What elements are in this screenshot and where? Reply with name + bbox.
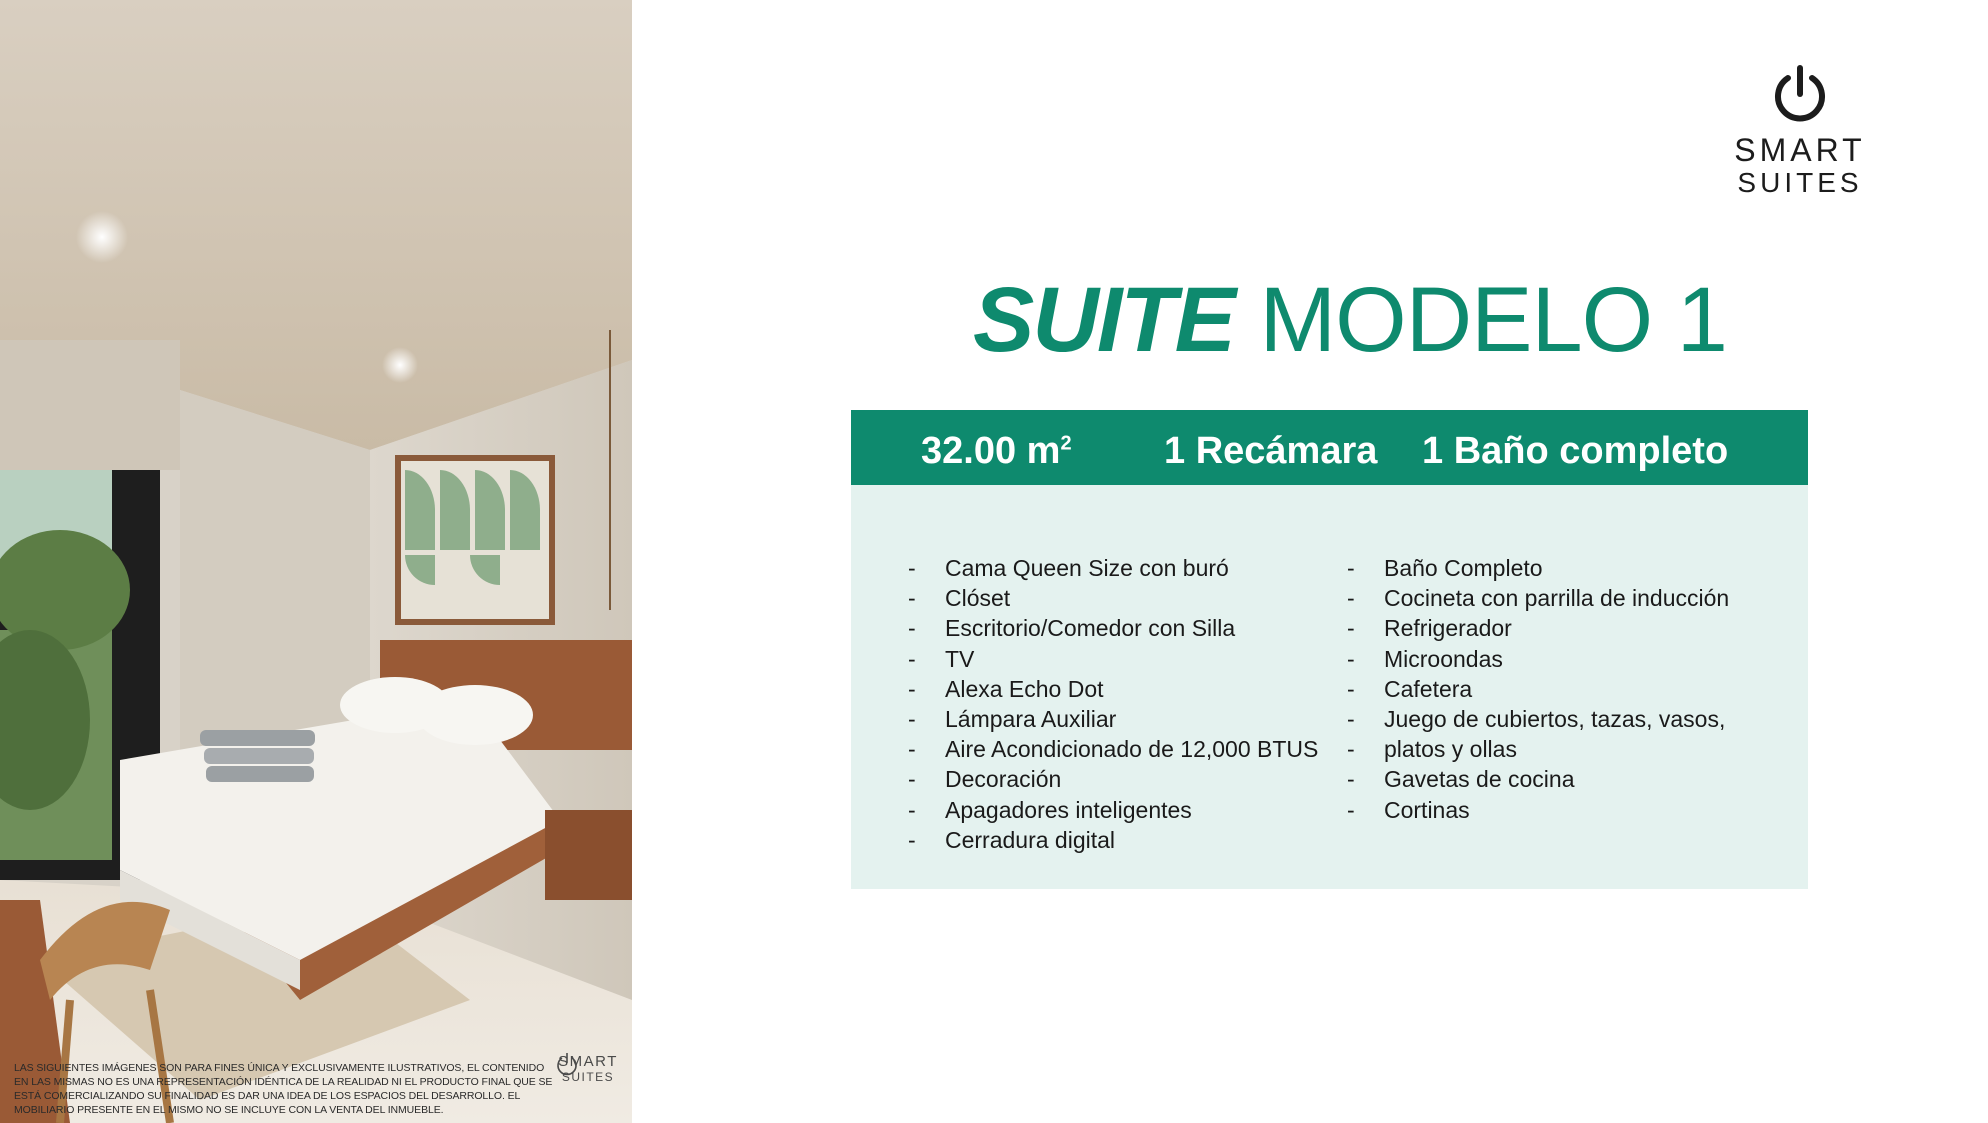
mini-logo-suites: SUITES	[561, 1070, 615, 1084]
amenity-item: - Gavetas de cocina	[1347, 764, 1729, 794]
amenity-item: - Cortinas	[1347, 795, 1729, 825]
mini-logo-smart: SMART	[558, 1053, 618, 1070]
power-icon	[1771, 64, 1829, 126]
amenity-item: - Alexa Echo Dot	[908, 674, 1318, 704]
spec-bar	[851, 410, 1808, 485]
amenity-item: - TV	[908, 644, 1318, 674]
amenity-item: - Baño Completo	[1347, 553, 1729, 583]
brand-logo	[1730, 64, 1870, 198]
page-title	[850, 270, 1850, 370]
power-icon	[556, 1052, 578, 1076]
disclaimer-text: LAS SIGUIENTES IMÁGENES SON PARA FINES ÚNICA Y EXCLUSIVAMENTE ILUSTRATIVOS, EL CONTENIDO EN LAS MISMAS NO ES UNA REPRESENTACIÓN IDÉNTICA DE LA REALIDAD NI EL PRODUCTO FINAL QUE SE ESTÁ COMERCIALIZANDO SU FINALIDAD ES DAR UNA IDEA DE LOS ESPACIOS DEL DESARROLLO. EL MOBILIARIO PRESENTE EN EL MISMO NO SE INCLUYE CON LA VENTA DEL INMUEBLE.	[14, 1062, 553, 1116]
spec-bedrooms: 1 Recámara	[1164, 430, 1378, 472]
amenity-item: - Microondas	[1347, 644, 1729, 674]
area-value: 32.00 m	[921, 430, 1061, 472]
spec-area	[921, 430, 1072, 473]
spec-bathrooms: 1 Baño completo	[1422, 430, 1729, 472]
amenity-item: - Apagadores inteligentes	[908, 795, 1318, 825]
amenity-item: - Cafetera	[1347, 674, 1729, 704]
amenity-item: - Juego de cubiertos, tazas, vasos,	[1347, 704, 1729, 734]
bedroom-photo	[0, 0, 632, 1123]
amenities-list-right	[1347, 553, 1729, 825]
amenity-item: - platos y ollas	[1347, 734, 1729, 764]
title-bold: SUITE	[973, 269, 1234, 371]
amenities-panel	[851, 485, 1808, 889]
amenity-item: - Refrigerador	[1347, 613, 1729, 643]
area-superscript: 2	[1060, 432, 1072, 455]
amenity-item: - Clóset	[908, 583, 1318, 613]
title-light: MODELO 1	[1259, 269, 1727, 371]
bedroom-illustration	[0, 0, 632, 1123]
amenity-item: - Cama Queen Size con buró	[908, 553, 1318, 583]
amenity-item: - Decoración	[908, 764, 1318, 794]
amenities-list-left	[908, 553, 1318, 855]
mini-brand-logo	[556, 1052, 620, 1084]
amenity-item: - Aire Acondicionado de 12,000 BTUS	[908, 734, 1318, 764]
brand-smart: SMART	[1734, 132, 1866, 168]
amenity-item: - Cocineta con parrilla de inducción	[1347, 583, 1729, 613]
amenity-item: - Escritorio/Comedor con Silla	[908, 613, 1318, 643]
amenity-item: - Lámpara Auxiliar	[908, 704, 1318, 734]
amenity-item: - Cerradura digital	[908, 825, 1318, 855]
brand-suites: SUITES	[1737, 167, 1863, 198]
